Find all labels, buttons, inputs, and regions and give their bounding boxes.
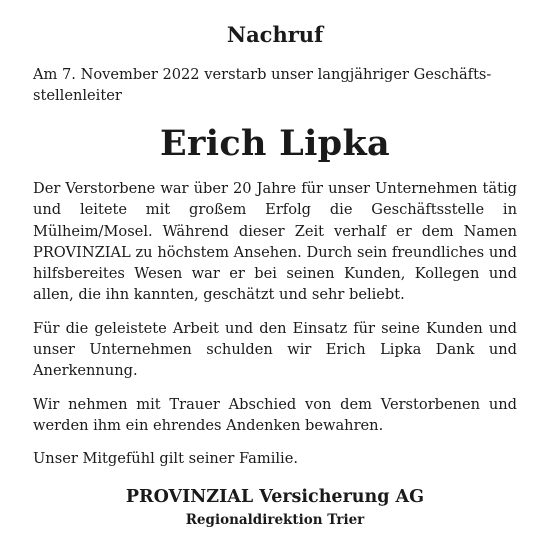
body-paragraph: Für die geleistete Arbeit und den Einsatz für seine Kunden und unser Unternehmen schulden wir Erich Lipka Dank und Anerkennung.: [33, 319, 517, 380]
body-paragraph: Wir nehmen mit Trauer Abschied von dem Verstorbenen und werden ihm ein ehrendes Andenken bewahren.: [33, 395, 517, 434]
signature-company: PROVINZIAL Versicherung AG: [125, 486, 425, 507]
deceased-name: Erich Lipka: [160, 123, 390, 164]
signature-department: Regionaldirektion Trier: [185, 511, 365, 528]
body-paragraph: Unser Mitgefühl gilt seiner Familie.: [33, 450, 298, 468]
body-paragraph: Der Verstorbene war über 20 Jahre für unser Unternehmen tätig und leitete mit großem Erfolg die Geschäftsstelle in Mülheim/Mosel. Während dieser Zeit verhalf er dem Namen PROVINZIAL zu höchstem Ansehen. Durch sein freundliches und hilfsbereites Wesen war er bei seinen Kunden, Kollegen und allen, die ihn kannten, geschätzt und sehr beliebt.: [33, 180, 517, 304]
intro-text: Am 7. November 2022 verstarb unser langjähriger Geschäftsstellenleiter: [33, 66, 492, 104]
notice-heading: Nachruf: [226, 22, 324, 47]
